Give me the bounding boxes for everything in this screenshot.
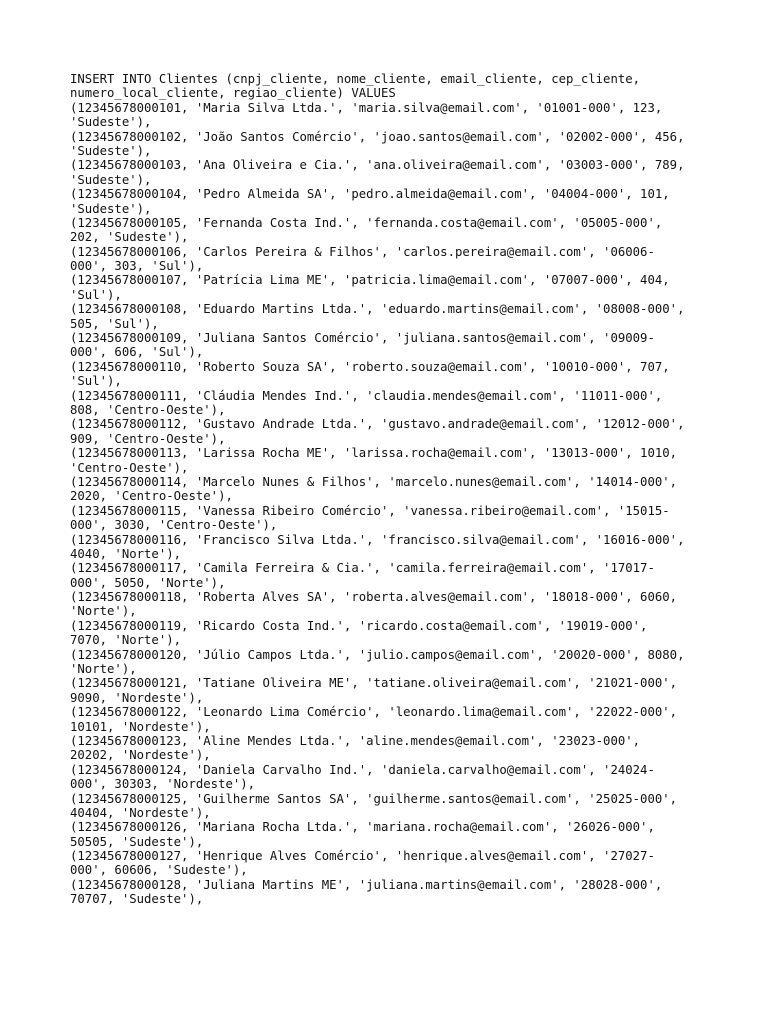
code-line: (12345678000125, 'Guilherme Santos SA', 'guilherme.santos@email.com', '25025-000', xyxy=(70,791,678,806)
code-line: 'Norte'), xyxy=(70,604,137,619)
code-line: 4040, 'Norte'), xyxy=(70,546,182,561)
code-line: (12345678000107, 'Patrícia Lima ME', 'patricia.lima@email.com', '07007-000', 404, xyxy=(70,273,670,288)
code-line: (12345678000119, 'Ricardo Costa Ind.', 'ricardo.costa@email.com', '19019-000', xyxy=(70,618,648,633)
code-line: 20202, 'Nordeste'), xyxy=(70,748,211,763)
code-line: 70707, 'Sudeste'), xyxy=(70,892,204,907)
code-line: 505, 'Sul'), xyxy=(70,316,159,331)
code-line: (12345678000106, 'Carlos Pereira & Filhos', 'carlos.pereira@email.com', '06006- xyxy=(70,244,655,259)
code-line: (12345678000115, 'Vanessa Ribeiro Comércio', 'vanessa.ribeiro@email.com', '15015- xyxy=(70,503,670,518)
code-line: 'Sul'), xyxy=(70,287,122,302)
code-line: (12345678000104, 'Pedro Almeida SA', 'pedro.almeida@email.com', '04004-000', 101, xyxy=(70,187,670,202)
code-line: 9090, 'Nordeste'), xyxy=(70,690,204,705)
code-line: (12345678000126, 'Mariana Rocha Ltda.', 'mariana.rocha@email.com', '26026-000', xyxy=(70,820,655,835)
code-line: (12345678000102, 'João Santos Comércio', 'joao.santos@email.com', '02002-000', 456, xyxy=(70,129,685,144)
code-line: 000', 606, 'Sul'), xyxy=(70,345,204,360)
code-line: (12345678000123, 'Aline Mendes Ltda.', 'aline.mendes@email.com', '23023-000', xyxy=(70,733,641,748)
code-line: (12345678000118, 'Roberta Alves SA', 'roberta.alves@email.com', '18018-000', 6060, xyxy=(70,590,678,605)
code-line: 000', 303, 'Sul'), xyxy=(70,259,204,274)
code-line: 2020, 'Centro-Oeste'), xyxy=(70,489,233,504)
code-line: (12345678000109, 'Juliana Santos Comércio', 'juliana.santos@email.com', '09009- xyxy=(70,331,655,346)
code-line: (12345678000121, 'Tatiane Oliveira ME', 'tatiane.oliveira@email.com', '21021-000', xyxy=(70,676,678,691)
code-line: 000', 3030, 'Centro-Oeste'), xyxy=(70,518,278,533)
code-line: 'Sudeste'), xyxy=(70,143,152,158)
code-line: 50505, 'Sudeste'), xyxy=(70,834,204,849)
code-line: 'Sudeste'), xyxy=(70,172,152,187)
code-line: (12345678000112, 'Gustavo Andrade Ltda.', 'gustavo.andrade@email.com', '12012-000', xyxy=(70,417,685,432)
sql-insert-document xyxy=(70,72,684,907)
code-line: 10101, 'Nordeste'), xyxy=(70,719,211,734)
code-line: (12345678000127, 'Henrique Alves Comércio', 'henrique.alves@email.com', '27027- xyxy=(70,849,655,864)
code-line: (12345678000108, 'Eduardo Martins Ltda.', 'eduardo.martins@email.com', '08008-000', xyxy=(70,302,685,317)
code-line: 7070, 'Norte'), xyxy=(70,633,182,648)
code-line: (12345678000116, 'Francisco Silva Ltda.', 'francisco.silva@email.com', '16016-000', xyxy=(70,532,685,547)
code-line: (12345678000117, 'Camila Ferreira & Cia.', 'camila.ferreira@email.com', '17017- xyxy=(70,561,655,576)
code-line: (12345678000103, 'Ana Oliveira e Cia.', 'ana.oliveira@email.com', '03003-000', 789, xyxy=(70,158,685,173)
code-line: (12345678000110, 'Roberto Souza SA', 'roberto.souza@email.com', '10010-000', 707, xyxy=(70,359,670,374)
code-line: (12345678000128, 'Juliana Martins ME', 'juliana.martins@email.com', '28028-000', xyxy=(70,877,663,892)
code-line: (12345678000101, 'Maria Silva Ltda.', 'maria.silva@email.com', '01001-000', 123, xyxy=(70,100,663,115)
code-line: numero_local_cliente, regiao_cliente) VALUES xyxy=(70,86,396,101)
code-line: (12345678000120, 'Júlio Campos Ltda.', 'julio.campos@email.com', '20020-000', 8080, xyxy=(70,647,685,662)
code-line: 000', 5050, 'Norte'), xyxy=(70,575,226,590)
code-line: (12345678000105, 'Fernanda Costa Ind.', 'fernanda.costa@email.com', '05005-000', xyxy=(70,215,663,230)
code-line: 'Norte'), xyxy=(70,662,137,677)
code-line: (12345678000122, 'Leonardo Lima Comércio', 'leonardo.lima@email.com', '22022-000', xyxy=(70,705,678,720)
code-line: (12345678000124, 'Daniela Carvalho Ind.', 'daniela.carvalho@email.com', '24024- xyxy=(70,762,655,777)
code-line: 40404, 'Nordeste'), xyxy=(70,805,211,820)
code-line: 909, 'Centro-Oeste'), xyxy=(70,431,226,446)
code-line: 'Sul'), xyxy=(70,374,122,389)
code-line: 000', 60606, 'Sudeste'), xyxy=(70,863,248,878)
code-line: 202, 'Sudeste'), xyxy=(70,230,189,245)
code-line: (12345678000111, 'Cláudia Mendes Ind.', 'claudia.mendes@email.com', '11011-000', xyxy=(70,388,663,403)
code-line: (12345678000114, 'Marcelo Nunes & Filhos', 'marcelo.nunes@email.com', '14014-000', xyxy=(70,474,678,489)
code-line: 000', 30303, 'Nordeste'), xyxy=(70,777,256,792)
code-line: 'Centro-Oeste'), xyxy=(70,460,189,475)
code-line: INSERT INTO Clientes (cnpj_cliente, nome_cliente, email_cliente, cep_cliente, xyxy=(70,72,641,86)
code-line: 808, 'Centro-Oeste'), xyxy=(70,402,226,417)
code-line: (12345678000113, 'Larissa Rocha ME', 'larissa.rocha@email.com', '13013-000', 1010, xyxy=(70,446,678,461)
code-line: 'Sudeste'), xyxy=(70,115,152,130)
code-line: 'Sudeste'), xyxy=(70,201,152,216)
